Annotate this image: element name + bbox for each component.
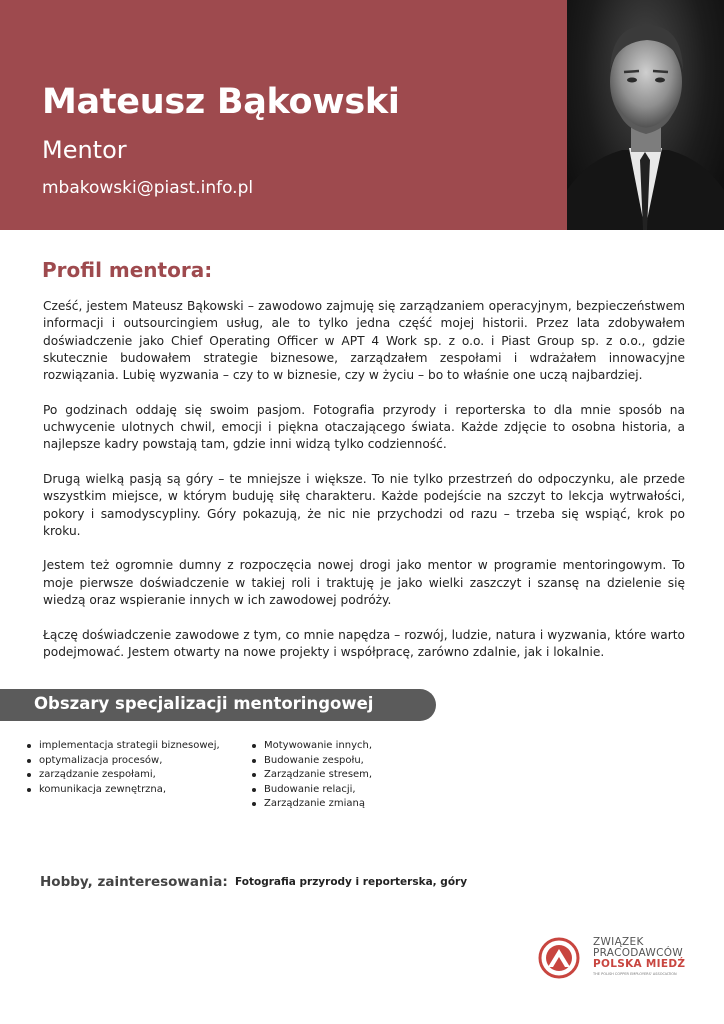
profile-paragraph: Drugą wielką pasją są góry – te mniejsze i większe. To nie tylko przestrzeń do odpoczynku, ale przede wszystkim miejsce, w którym buduję siłę charakteru. Każde podejście na szczyt to lekcja wytrwałości, pokory i samodyscypliny. Góry pokazują, że nic nie przychodzi od razu – trzeba się wspiąć, krok po kroku. (43, 471, 685, 538)
profile-paragraph: Łączę doświadczenie zawodowe z tym, co mnie napędza – rozwój, ludzie, natura i wyzwania, które warto podejmować. Jestem otwarty na nowe projekty i współpracę, zarówno zdalnie, jak i lokalnie. (43, 627, 685, 659)
logo-line-2: PRACODAWCÓW (593, 947, 683, 959)
logo-line-1: ZWIĄZEK (593, 936, 644, 948)
logo-line-3: POLSKA MIEDŹ (593, 958, 686, 970)
list-item: komunikacja zewnętrzna, (25, 783, 240, 798)
specializations-list-left (25, 739, 240, 797)
list-item: Zarządzanie zmianą (250, 797, 450, 812)
hobby-value: Fotografia przyrody i reporterska, góry (235, 876, 468, 888)
copper-logo-icon (538, 937, 580, 979)
profile-paragraph: Po godzinach oddaję się swoim pasjom. Fotografia przyrody i reporterska to dla mnie sposób na uchwycenie ulotnych chwil, emocji i piękna otaczającego świata. Każde zdjęcie to osobna historia, a najlepsze kadry powstają tam, gdzie inni widzą tylko codzienność. (43, 402, 685, 452)
list-item: Zarządzanie stresem, (250, 768, 450, 783)
mentor-role: Mentor (42, 136, 127, 164)
profile-title: Profil mentora: (42, 258, 213, 282)
list-item: Budowanie zespołu, (250, 754, 450, 769)
profile-paragraph: Jestem też ogromnie dumny z rozpoczęcia nowej drogi jako mentor w programie mentoringowym. To moje pierwsze doświadczenie w takiej roli i traktuję je jako wielki zaszczyt i szansę na dzielenie się wiedzą oraz wspieranie innych w ich zawodowej podróży. (43, 558, 685, 608)
logo-tagline: THE POLISH COPPER EMPLOYERS' ASSOCIATION (593, 972, 677, 976)
association-logo (538, 933, 698, 983)
specializations-list-right (250, 739, 450, 812)
mentor-name: Mateusz Bąkowski (42, 82, 400, 122)
profile-text (43, 298, 685, 679)
mentor-email[interactable]: mbakowski@piast.info.pl (42, 178, 254, 198)
list-item: optymalizacja procesów, (25, 754, 240, 769)
profile-paragraph: Cześć, jestem Mateusz Bąkowski – zawodowo zajmuję się zarządzaniem operacyjnym, bezpieczeństwem informacji i outsourcingiem usług, ale to tylko jedna część mojej historii. Przez lata zdobywałem doświadczenie jako Chief Operating Officer w APT 4 Work sp. z o.o. i Piast Group sp. z o.o., gdzie skutecznie budowałem strategie biznesowe, zarządzałem zespołami i wdrażałem innowacyjne rozwiązania. Lubię wyzwania – czy to w biznesie, czy w życiu – bo to właśnie one uczą najbardziej. (43, 299, 685, 383)
list-item: Budowanie relacji, (250, 783, 450, 798)
list-item: implementacja strategii biznesowej, (25, 739, 240, 754)
mentor-photo (567, 0, 724, 230)
hobby-label: Hobby, zainteresowania: (40, 874, 228, 890)
list-item: Motywowanie innych, (250, 739, 450, 754)
specializations-title: Obszary specjalizacji mentoringowej (34, 694, 374, 713)
list-item: zarządzanie zespołami, (25, 768, 240, 783)
specializations-banner (0, 689, 436, 721)
